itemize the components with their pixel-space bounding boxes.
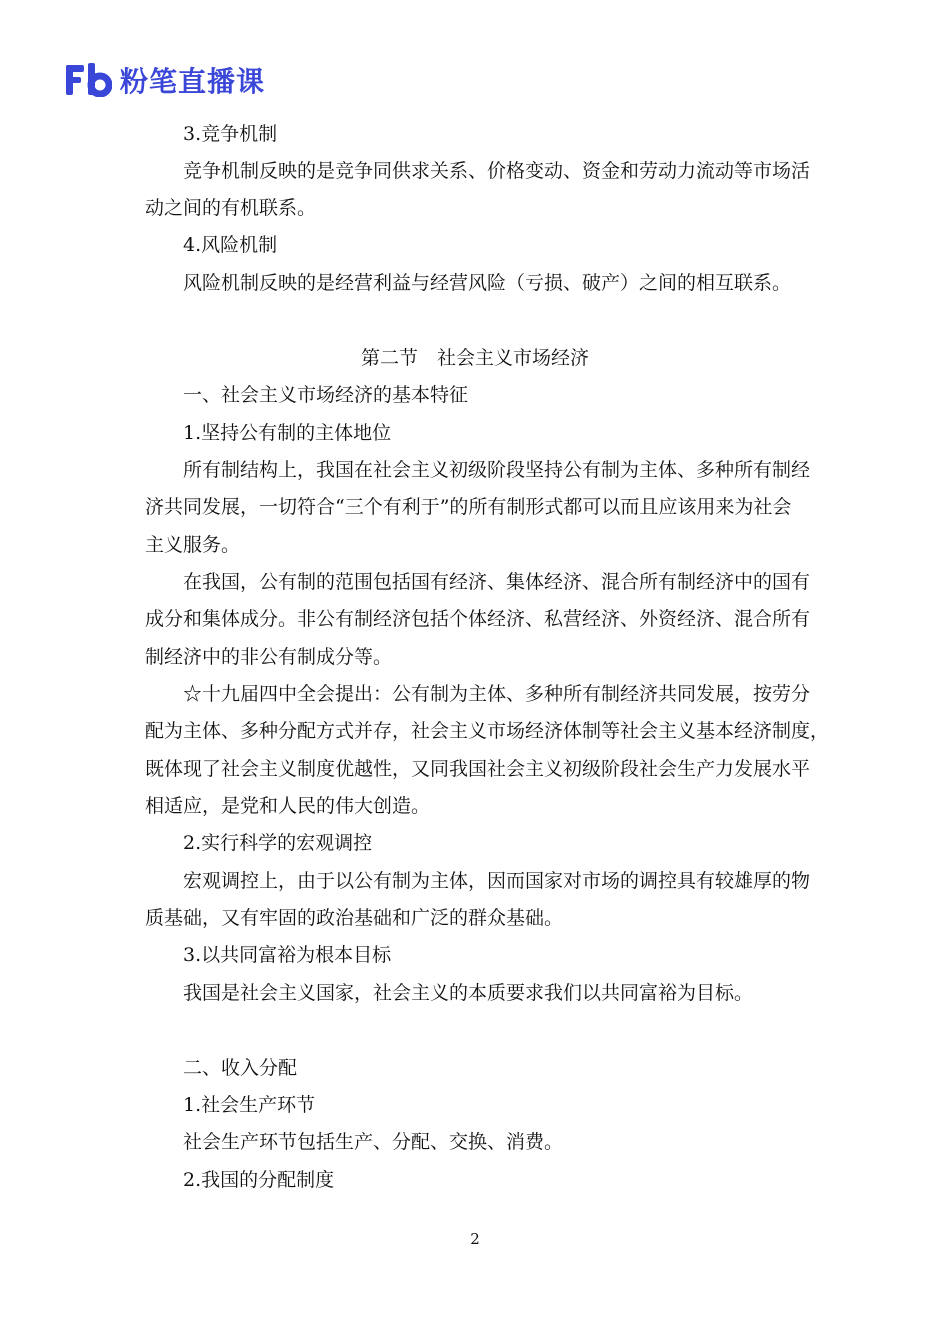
paragraph-line: 质基础，又有牢固的政治基础和广泛的群众基础。 [145, 907, 564, 929]
paragraph-line: 相适应，是党和人民的伟大创造。 [145, 795, 431, 817]
paragraph-line: 制经济中的非公有制成分等。 [145, 646, 393, 668]
subheading-public-ownership: 1.坚持公有制的主体地位 [183, 422, 392, 444]
paragraph-line: 风险机制反映的是经营利益与经营风险（亏损、破产）之间的相互联系。 [183, 272, 792, 294]
paragraph-line: 动之间的有机联系。 [145, 197, 317, 219]
subheading-common-prosperity: 3.以共同富裕为根本目标 [183, 944, 392, 966]
paragraph-line: 成分和集体成分。非公有制经济包括个体经济、私营经济、外资经济、混合所有 [145, 608, 811, 630]
subheading-risk-mechanism: 4.风险机制 [183, 234, 278, 256]
paragraph-line: ☆十九届四中全会提出：公有制为主体、多种所有制经济共同发展，按劳分 [183, 683, 811, 705]
subheading-distribution-system: 2.我国的分配制度 [183, 1169, 335, 1191]
subheading-production-links: 1.社会生产环节 [183, 1094, 316, 1116]
paragraph-line: 宏观调控上，由于以公有制为主体，因而国家对市场的调控具有较雄厚的物 [183, 870, 811, 892]
paragraph-line: 济共同发展，一切符合“三个有利于”的所有制形式都可以而且应该用来为社会 [145, 496, 792, 518]
fb-logo-icon [66, 63, 112, 97]
subheading-macro-control: 2.实行科学的宏观调控 [183, 832, 373, 854]
paragraph-line: 在我国，公有制的范围包括国有经济、集体经济、混合所有制经济中的国有 [183, 571, 811, 593]
paragraph-line: 配为主体、多种分配方式并存，社会主义市场经济体制等社会主义基本经济制度， [145, 720, 830, 742]
section-title: 第二节 社会主义市场经济 [360, 347, 589, 369]
paragraph-line: 竞争机制反映的是竞争同供求关系、价格变动、资金和劳动力流动等市场活 [183, 160, 811, 182]
brand-name: 粉笔直播课 [120, 65, 266, 98]
paragraph-line: 我国是社会主义国家，社会主义的本质要求我们以共同富裕为目标。 [183, 982, 754, 1004]
heading-basic-features: 一、社会主义市场经济的基本特征 [183, 384, 469, 406]
subheading-competition-mechanism: 3.竞争机制 [183, 123, 278, 145]
brand-logo [66, 60, 265, 100]
paragraph-line: 主义服务。 [145, 534, 241, 556]
page-number: 2 [470, 1230, 480, 1248]
paragraph-line: 既体现了社会主义制度优越性，又同我国社会主义初级阶段社会生产力发展水平 [145, 758, 811, 780]
paragraph-line: 所有制结构上，我国在社会主义初级阶段坚持公有制为主体、多种所有制经 [183, 459, 811, 481]
heading-income-distribution: 二、收入分配 [183, 1057, 298, 1079]
paragraph-line: 社会生产环节包括生产、分配、交换、消费。 [183, 1131, 564, 1153]
